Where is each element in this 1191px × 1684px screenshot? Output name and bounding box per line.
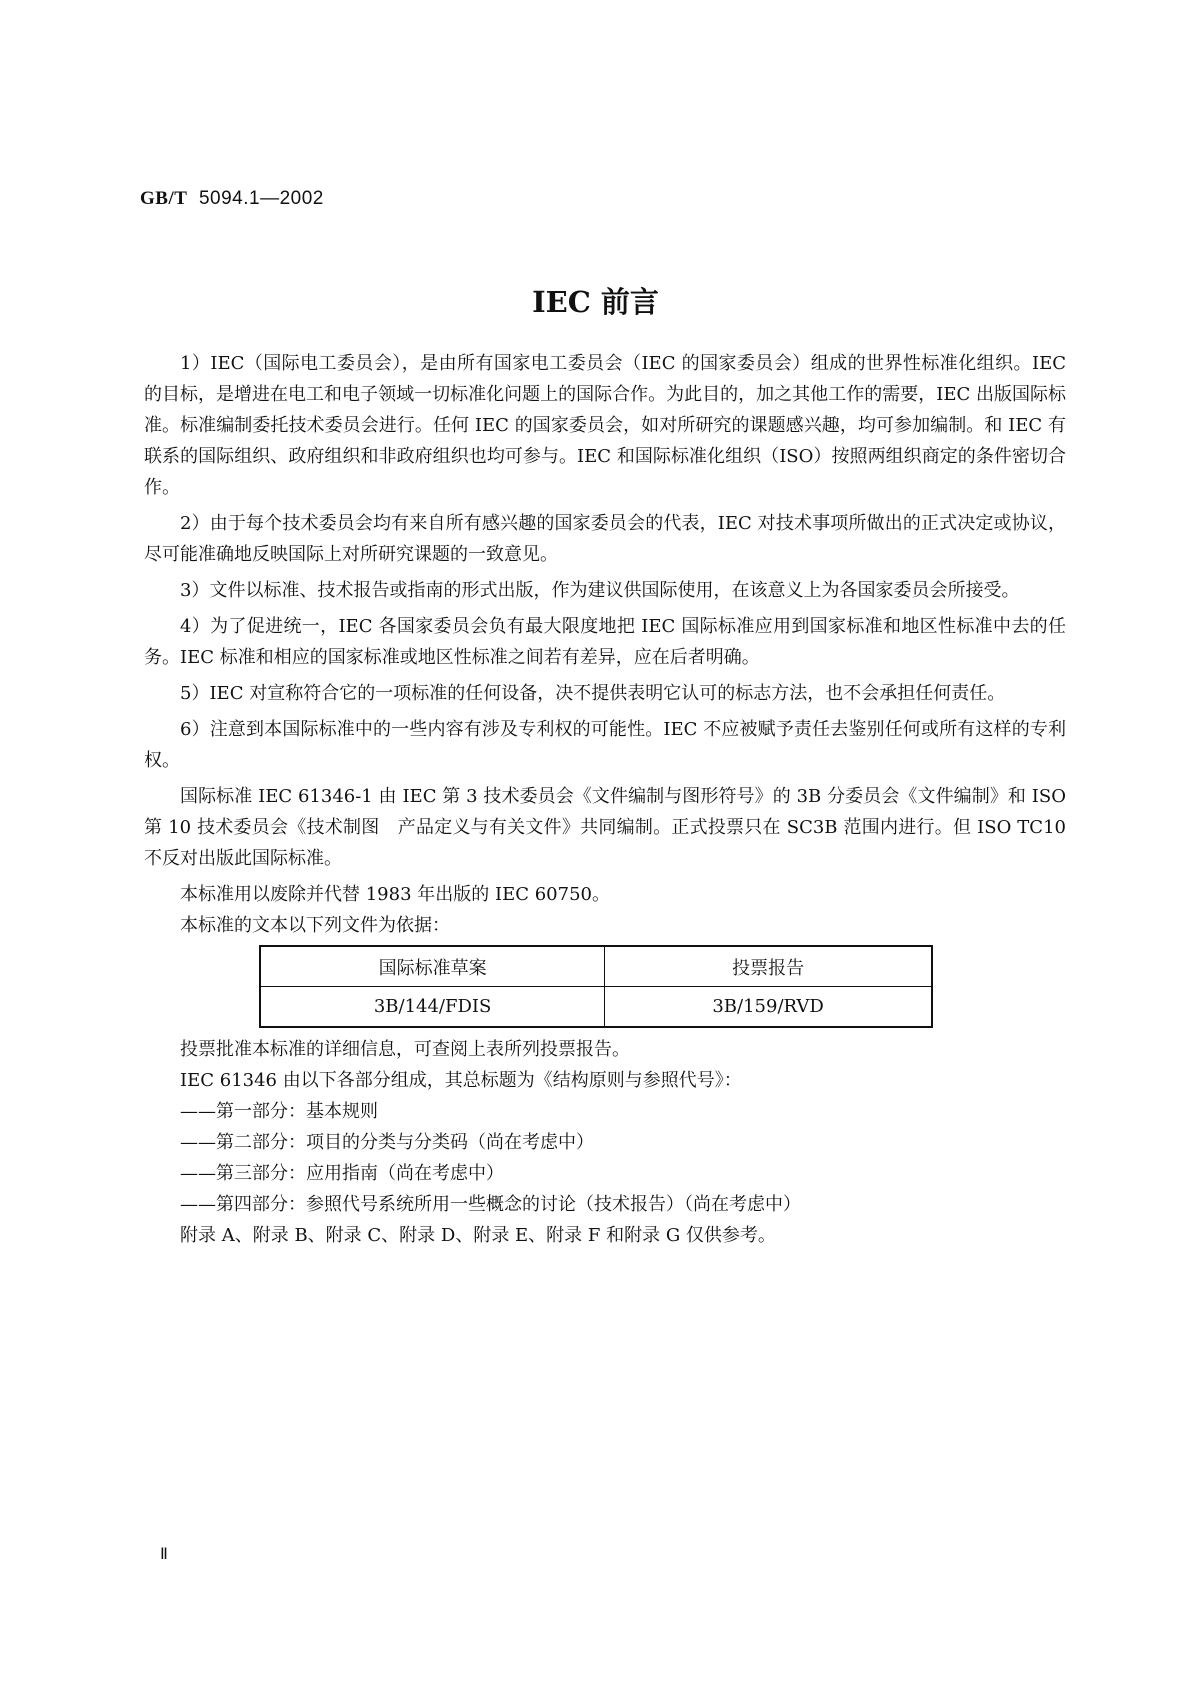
parts-intro: IEC 61346 由以下各部分组成，其总标题为《结构原则与参照代号》： [180,1070,742,1091]
table-cell: 3B/159/RVD [605,987,932,1028]
annex-note: 附录 A、附录 B、附录 C、附录 D、附录 E、附录 F 和附录 G 仅供参考。 [180,1225,776,1246]
replacement-note: 本标准用以废除并代替 1983 年出版的 IEC 60750。 [180,884,610,905]
paragraph-2: 2）由于每个技术委员会均有来自所有感兴趣的国家委员会的代表，IEC 对技术事项所做出的正式决定或协议，尽可能准确地反映国际上对所研究课题的一致意见。 [144,513,1066,565]
page-title: IEC 前言 [532,285,659,319]
table-header-cell: 国际标准草案 [260,946,605,987]
paragraph-4: 4）为了促进统一，IEC 各国家委员会负有最大限度地把 IEC 国际标准应用到国家标准和地区性标准中去的任务。IEC 标准和相应的国家标准或地区性标准之间若有差异，应在后者明确。 [144,616,1066,668]
paragraph-3: 3）文件以标准、技术报告或指南的形式出版，作为建议供国际使用，在该意义上为各国家委员会所接受。 [180,580,1020,601]
part-item: ——第一部分：基本规则 [180,1101,378,1122]
standard-code-prefix: GB/T [140,188,188,209]
paragraph-iec61346: 国际标准 IEC 61346-1 由 IEC 第 3 技术委员会《文件编制与图形符号》的 3B 分委员会《文件编制》和 ISO 第 10 技术委员会《技术制图 产品定义与有关文件》共同编制。正式投票只在 SC3B 范围内进行。但 ISO TC10 不反对出版此国际标准。 [144,786,1066,869]
standard-code [140,188,324,210]
table-header-cell: 投票报告 [605,946,932,987]
part-item: ——第二部分：项目的分类与分类码（尚在考虑中） [180,1132,594,1153]
paragraph-1: 1）IEC（国际电工委员会），是由所有国家电工委员会（IEC 的国家委员会）组成的世界性标准化组织。IEC 的目标，是增进在电工和电子领域一切标准化问题上的国际合作。为此目的，加之其他工作的需要，IEC 出版国际标准。标准编制委托技术委员会进行。任何 IEC 的国家委员会，如对所研究的课题感兴趣，均可参加编制。和 IEC 有联系的国际组织、政府组织和非政府组织也均可参与。IEC 和国际标准化组织（ISO）按照两组织商定的条件密切合作。 [144,353,1066,498]
document-body [144,348,1066,1251]
basis-note: 本标准的文本以下列文件为依据： [180,915,450,936]
paragraph-5: 5）IEC 对宣称符合它的一项标准的任何设备，决不提供表明它认可的标志方法，也不会承担任何责任。 [180,683,1006,704]
part-item: ——第三部分：应用指南（尚在考虑中） [180,1163,504,1184]
voting-details-note: 投票批准本标准的详细信息，可查阅上表所列投票报告。 [180,1039,630,1060]
voting-documents-table [259,945,933,1028]
table-row [260,987,932,1028]
page-number: Ⅱ [160,1546,168,1563]
part-item: ——第四部分：参照代号系统所用一些概念的讨论（技术报告）（尚在考虑中） [180,1194,801,1215]
table-cell: 3B/144/FDIS [260,987,605,1028]
paragraph-6: 6）注意到本国际标准中的一些内容有涉及专利权的可能性。IEC 不应被赋予责任去鉴别任何或所有这样的专利权。 [144,719,1066,771]
standard-code-number: 5094.1—2002 [198,188,324,209]
table-header-row [260,946,932,987]
